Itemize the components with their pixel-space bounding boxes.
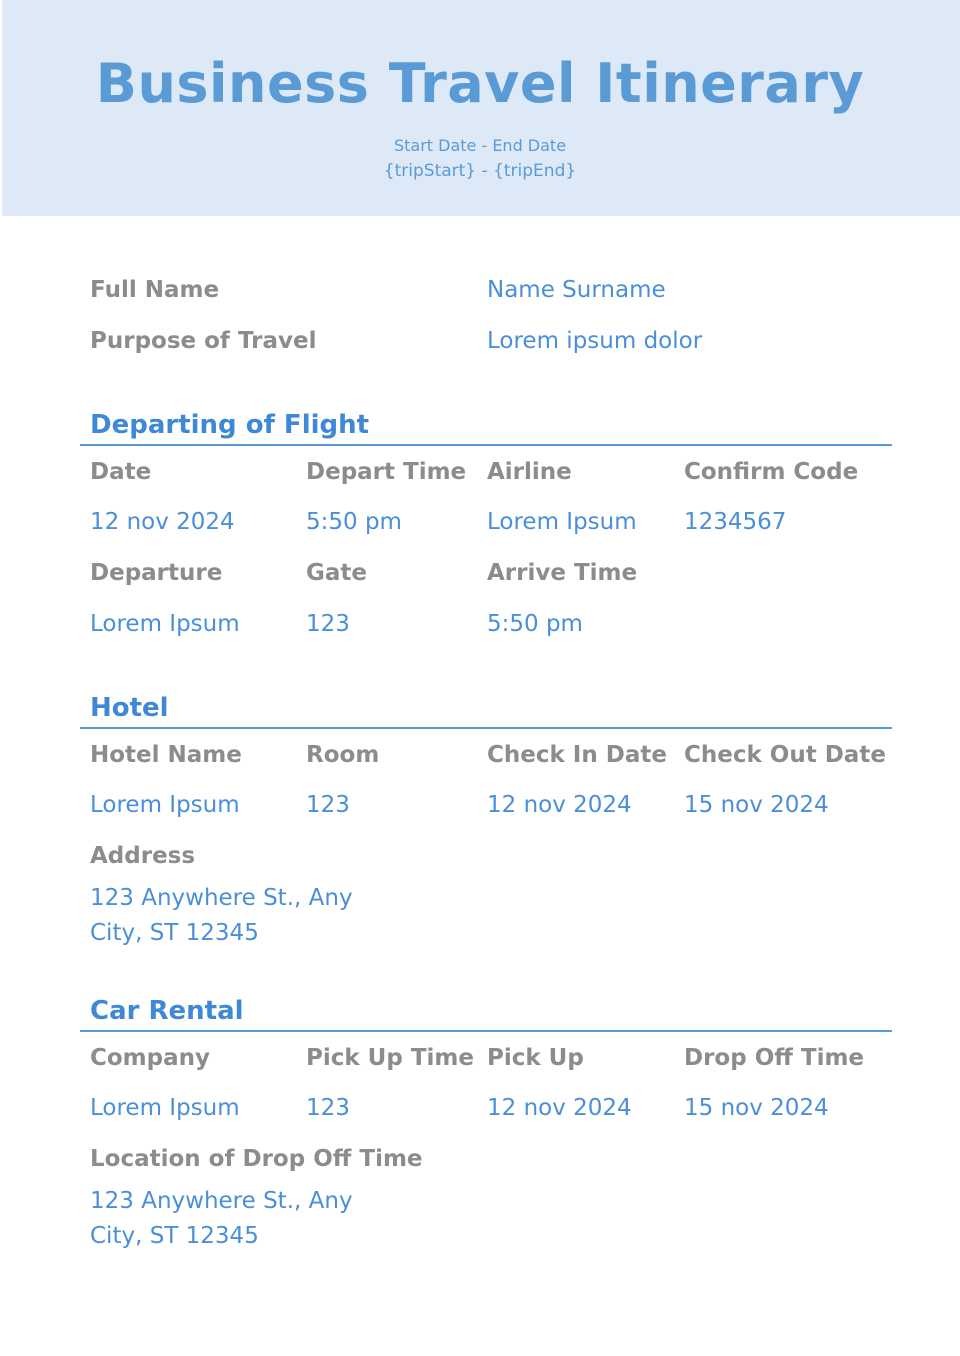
pickup-time-label: Pick Up Time xyxy=(306,1045,474,1071)
confirm-code-label: Confirm Code xyxy=(684,459,859,485)
pickup-time-value: 123 xyxy=(306,1095,350,1121)
check-in-label: Check In Date xyxy=(487,742,667,768)
pickup-value: 12 nov 2024 xyxy=(487,1095,632,1121)
hotel-address-label: Address xyxy=(90,843,196,869)
hotel-name-value: Lorem Ipsum xyxy=(90,792,240,818)
purpose-value: Lorem ipsum dolor xyxy=(487,328,703,354)
departure-label: Departure xyxy=(90,560,223,586)
date-range-value: {tripStart} - {tripEnd} xyxy=(383,161,577,181)
hotel-section-title: Hotel xyxy=(90,693,169,723)
company-label: Company xyxy=(90,1045,210,1071)
dropoff-location-label: Location of Drop Off Time xyxy=(90,1146,423,1172)
arrive-time-label: Arrive Time xyxy=(487,560,638,586)
dropoff-value: 15 nov 2024 xyxy=(684,1095,829,1121)
page-title: Business Travel Itinerary xyxy=(95,52,865,115)
depart-time-label: Depart Time xyxy=(306,459,467,485)
hotel-divider xyxy=(80,727,892,729)
room-label: Room xyxy=(306,742,380,768)
flight-section-title: Departing of Flight xyxy=(90,410,370,440)
company-value: Lorem Ipsum xyxy=(90,1095,240,1121)
car-section-title: Car Rental xyxy=(90,996,244,1026)
check-out-label: Check Out Date xyxy=(684,742,886,768)
hotel-address-value: 123 Anywhere St., Any City, ST 12345 xyxy=(90,885,353,946)
date-range-label: Start Date - End Date xyxy=(393,136,567,155)
room-value: 123 xyxy=(306,792,350,818)
arrive-time-value: 5:50 pm xyxy=(487,611,583,637)
airline-label: Airline xyxy=(487,459,572,485)
hotel-name-label: Hotel Name xyxy=(90,742,242,768)
flight-divider xyxy=(80,444,892,446)
purpose-label: Purpose of Travel xyxy=(90,328,317,354)
airline-value: Lorem Ipsum xyxy=(487,509,637,535)
departure-value: Lorem Ipsum xyxy=(90,611,240,637)
check-in-value: 12 nov 2024 xyxy=(487,792,632,818)
depart-time-value: 5:50 pm xyxy=(306,509,402,535)
dropoff-label: Drop Off Time xyxy=(684,1045,865,1071)
confirm-code-value: 1234567 xyxy=(684,509,787,535)
full-name-label: Full Name xyxy=(90,277,220,303)
pickup-label: Pick Up xyxy=(487,1045,584,1071)
flight-date-value: 12 nov 2024 xyxy=(90,509,235,535)
full-name-value: Name Surname xyxy=(487,277,666,303)
car-divider xyxy=(80,1030,892,1032)
gate-value: 123 xyxy=(306,611,350,637)
check-out-value: 15 nov 2024 xyxy=(684,792,829,818)
dropoff-location-value: 123 Anywhere St., Any City, ST 12345 xyxy=(90,1188,353,1249)
flight-date-label: Date xyxy=(90,459,152,485)
gate-label: Gate xyxy=(306,560,367,586)
